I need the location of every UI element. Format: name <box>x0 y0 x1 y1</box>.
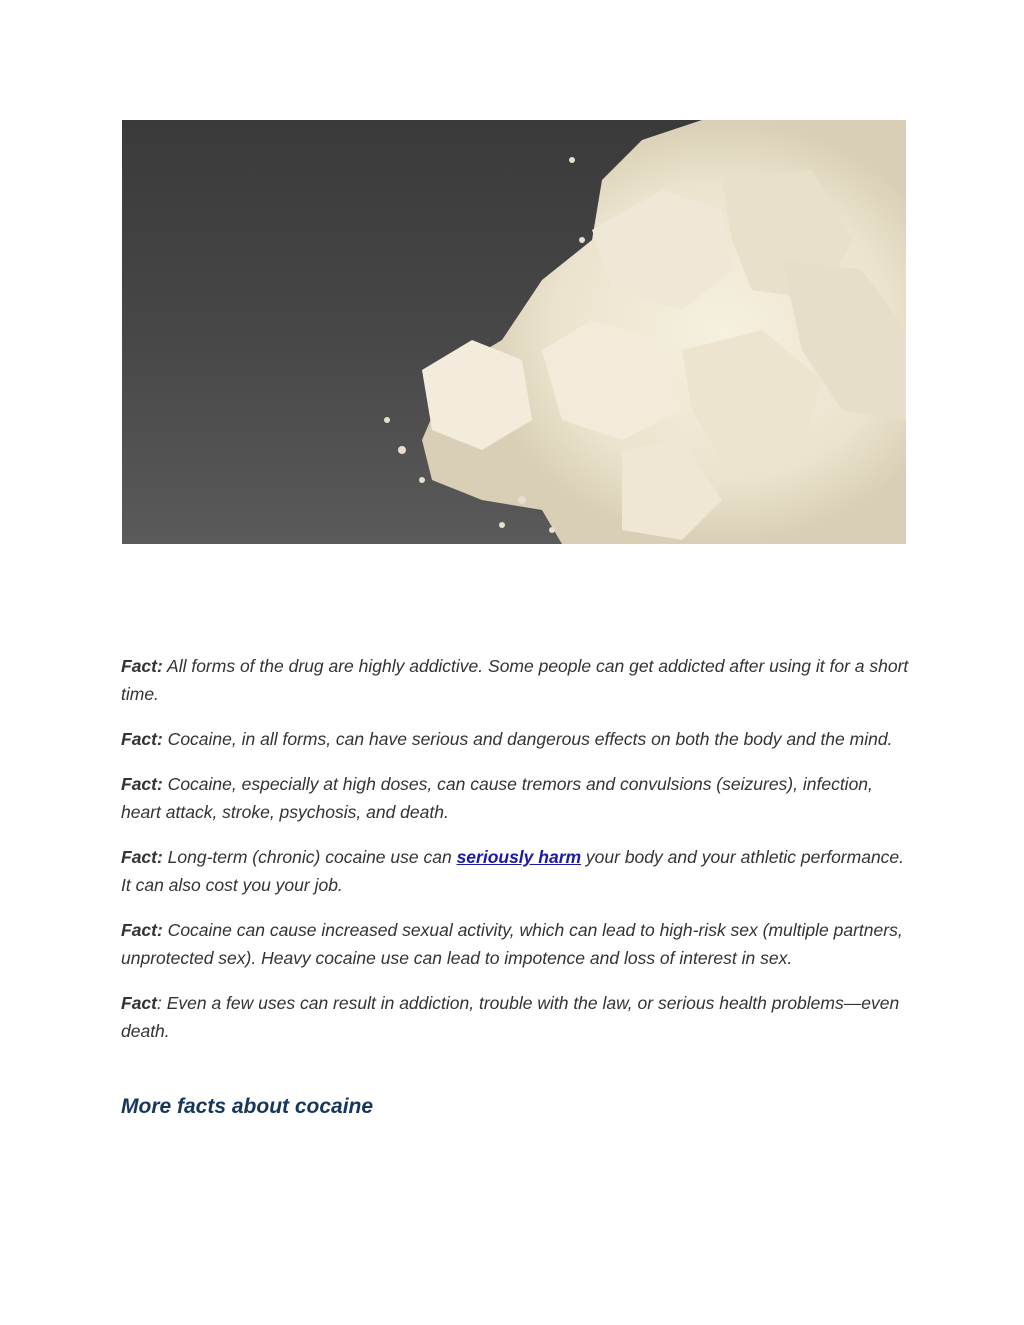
fact-item <box>121 989 911 1045</box>
white-powder-photo <box>122 120 906 544</box>
fact-text: : Even a few uses can result in addiction, trouble with the law, or serious health problems—even death. <box>121 993 900 1041</box>
fact-label: Fact: <box>121 774 163 794</box>
fact-text: Long-term (chronic) cocaine use can <box>162 847 457 867</box>
facts-list <box>121 652 911 1062</box>
fact-item <box>121 652 911 708</box>
fact-text: All forms of the drug are highly addictive. Some people can get addicted after using it for a short time. <box>121 656 909 704</box>
fact-item <box>121 725 911 753</box>
seriously-harm-link[interactable]: seriously harm <box>456 847 582 867</box>
powder-photo <box>122 120 906 544</box>
fact-label: Fact: <box>121 656 163 676</box>
fact-label: Fact <box>121 993 157 1013</box>
fact-item <box>121 770 911 826</box>
section-heading: More facts about cocaine <box>121 1095 374 1118</box>
fact-text: Cocaine can cause increased sexual activity, which can lead to high-risk sex (multiple partners, unprotected sex). Heavy cocaine use can lead to impotence and loss of interest in sex. <box>121 920 903 968</box>
fact-label: Fact: <box>121 920 163 940</box>
fact-text: your body and your athletic performance. It can also cost you your job. <box>121 847 905 895</box>
fact-item <box>121 843 911 899</box>
fact-text: Cocaine, especially at high doses, can cause tremors and convulsions (seizures), infection, heart attack, stroke, psychosis, and death. <box>121 774 873 822</box>
fact-text: Cocaine, in all forms, can have serious and dangerous effects on both the body and the mind. <box>162 729 893 749</box>
fact-label: Fact: <box>121 847 163 867</box>
fact-label: Fact: <box>121 729 163 749</box>
fact-item <box>121 916 911 972</box>
